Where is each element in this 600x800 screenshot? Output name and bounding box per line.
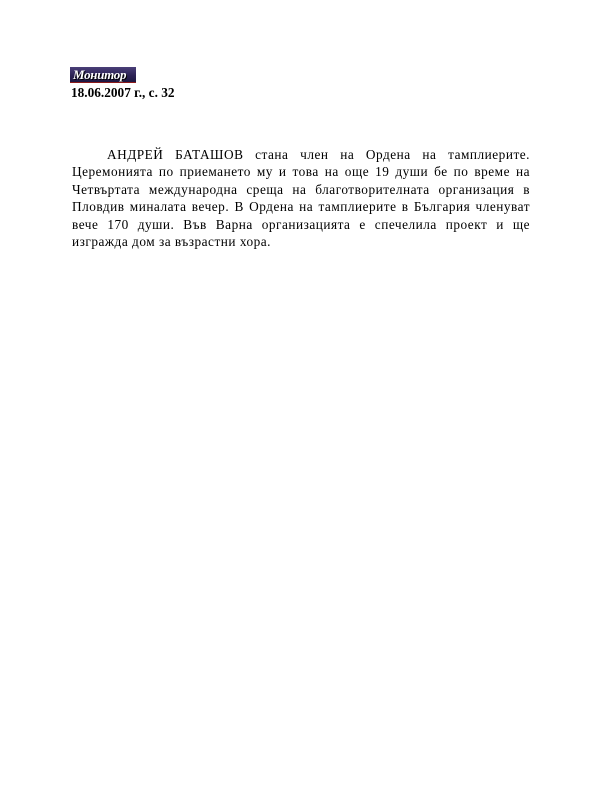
newspaper-logo	[70, 67, 136, 83]
publication-dateline: 18.06.2007 г., с. 32	[71, 85, 175, 100]
newspaper-logo-text: Монитор	[73, 67, 127, 82]
article-body: АНДРЕЙ БАТАШОВ стана член на Ордена на тамплиерите. Церемонията по приемането му и това на още 19 души бе по време на Четвъртата международна среща на благотворителната организация в Пловдив миналата вечер. В Ордена на тамплиерите в България членуват вече 170 души. Във Варна организацията е спечелила проект и ще изгражда дом за възрастни хора.	[72, 147, 530, 250]
